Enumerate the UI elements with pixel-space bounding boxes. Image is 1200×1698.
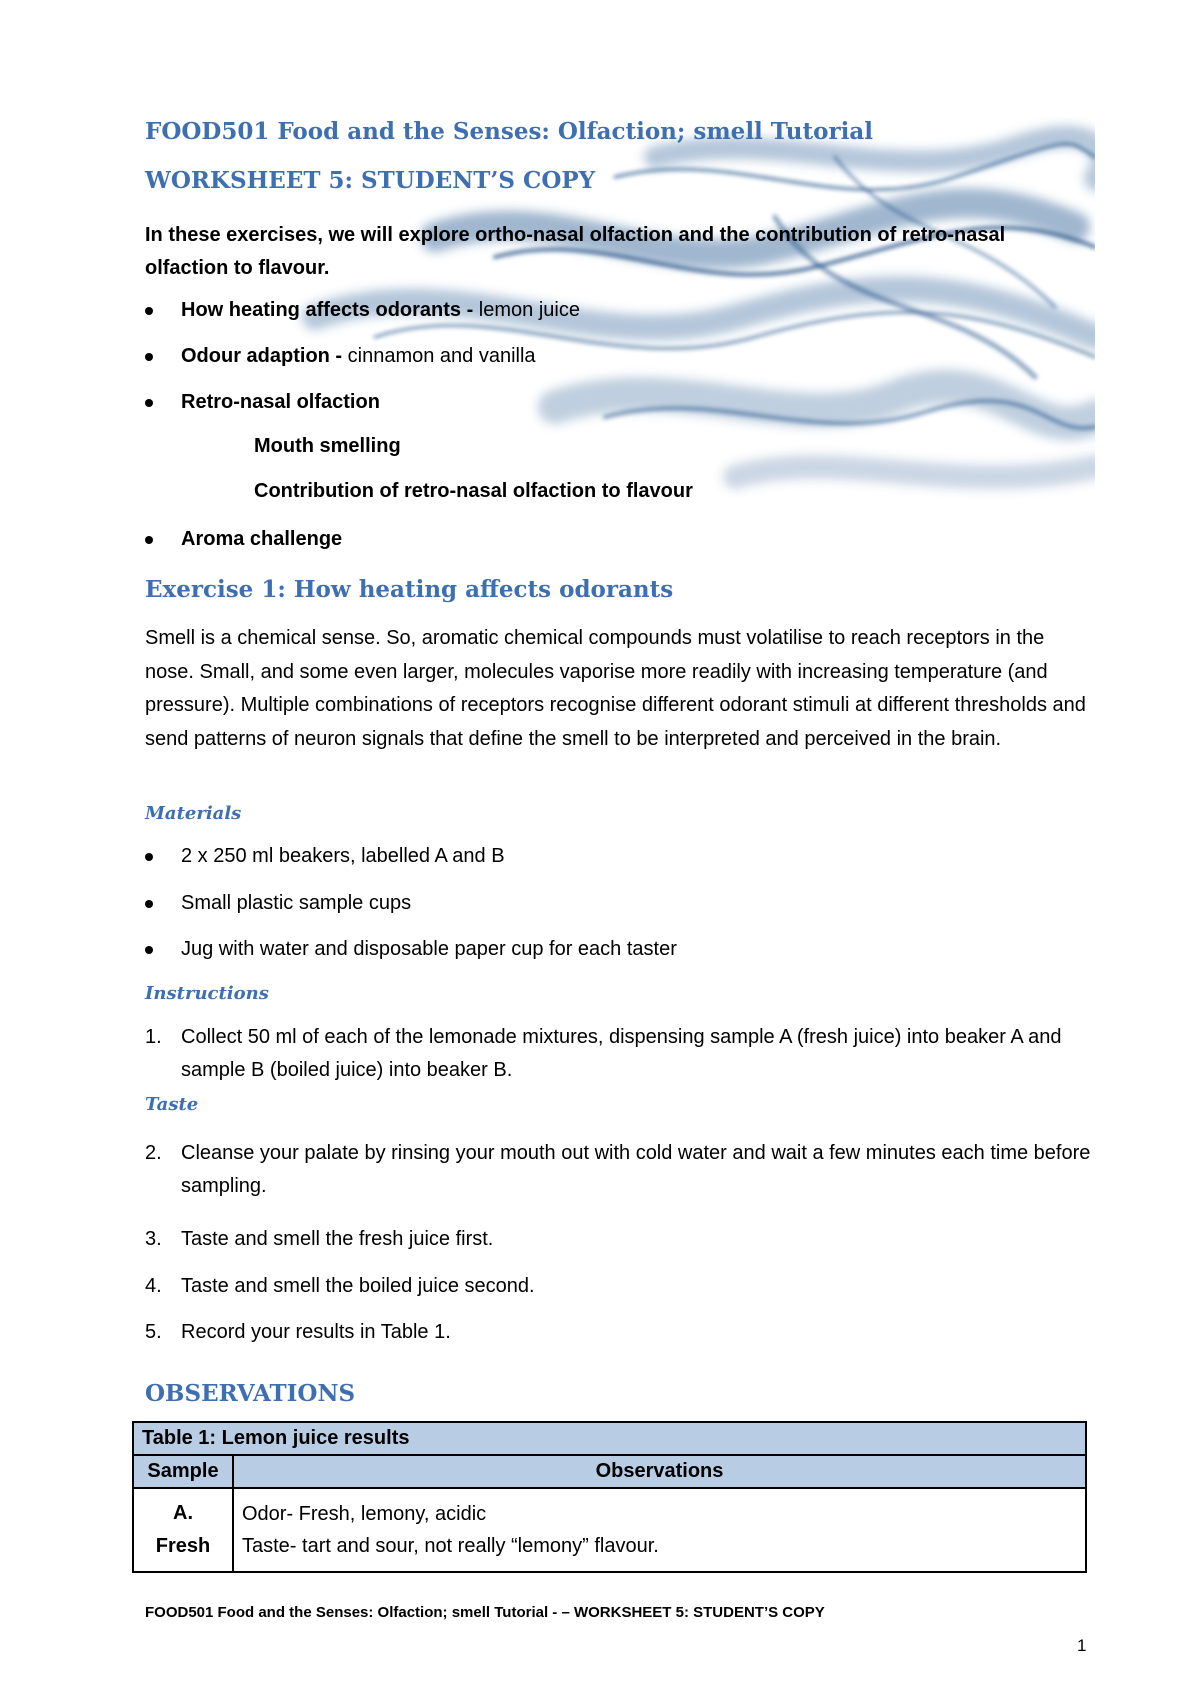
bullet-icon [145,353,153,361]
column-header-observations: Observations [233,1455,1086,1488]
bullet-text: cinnamon and vanilla [342,345,536,367]
sample-label: A. [173,1502,193,1524]
bullet-icon [145,946,153,954]
instructions-heading: Instructions [145,983,269,1004]
bullet-text: lemon juice [473,299,580,321]
bullet-icon [145,900,153,908]
taste-heading: Taste [145,1094,199,1115]
step-text: Record your results in Table 1. [181,1321,451,1343]
exercise-paragraph: Smell is a chemical sense. So, aromatic chemical compounds must volatilise to reach receptors in the nose. Small, and some even larger, molecules vaporise more readily with increasing temperature (and pressure). Multiple combinations of receptors recognise different odorant stimuli at different thresholds and send patterns of neuron signals that define the smell to be interpreted and perceived in the brain. [145,627,1086,750]
bullet-bold-text: Aroma challenge [181,528,343,550]
step-number: 5. [145,1321,162,1343]
step-text: Cleanse your palate by rinsing your mouth out with cold water and wait a few minutes each time before sampling. [181,1142,1091,1197]
materials-text: Jug with water and disposable paper cup for each taster [181,938,677,960]
table-header-row [133,1455,1086,1488]
intro-sub-item: Mouth smelling [254,435,401,457]
sample-cell [133,1488,233,1572]
step-text: Collect 50 ml of each of the lemonade mixtures, dispensing sample A (fresh juice) into beaker A and sample B (boiled juice) into beaker B. [181,1026,1062,1081]
results-table [132,1421,1087,1573]
page-number: 1 [1077,1636,1087,1655]
bullet-icon [145,536,153,544]
table-row [133,1488,1086,1572]
table-caption-row [133,1422,1086,1455]
bullet-icon [145,307,153,315]
taste-observation: Taste- tart and sour, not really “lemony” flavour. [242,1535,659,1557]
materials-text: Small plastic sample cups [181,892,412,914]
bullet-icon [145,853,153,861]
bullet-bold-text: Odour adaption - [181,345,343,367]
intro-text: In these exercises, we will explore ortho-nasal olfaction and the contribution of retro-nasal olfaction to flavour. [145,224,1006,279]
bullet-bold-text: How heating affects odorants - [181,299,474,321]
step-text: Taste and smell the fresh juice first. [181,1228,494,1250]
step-text: Taste and smell the boiled juice second. [181,1275,535,1297]
step-number: 1. [145,1026,162,1048]
bullet-bold-text: Retro-nasal olfaction [181,391,380,413]
step-number: 4. [145,1275,162,1297]
observations-cell [233,1488,1086,1572]
observations-heading: OBSERVATIONS [145,1380,356,1407]
document-subtitle: WORKSHEET 5: STUDENT’S COPY [145,167,596,194]
table-caption: Table 1: Lemon juice results [133,1422,1086,1455]
bullet-icon [145,399,153,407]
step-number: 3. [145,1228,162,1250]
document-title: FOOD501 Food and the Senses: Olfaction; smell Tutorial [145,118,873,145]
step-number: 2. [145,1142,162,1164]
column-header-sample: Sample [133,1455,233,1488]
materials-heading: Materials [145,803,242,824]
exercise-heading: Exercise 1: How heating affects odorants [145,576,674,603]
intro-sub-item: Contribution of retro-nasal olfaction to flavour [254,480,693,502]
odor-observation: Odor- Fresh, lemony, acidic [242,1503,487,1525]
materials-text: 2 x 250 ml beakers, labelled A and B [181,845,505,867]
page-footer: FOOD501 Food and the Senses: Olfaction; smell Tutorial - – WORKSHEET 5: STUDENT’S COPY [145,1604,825,1621]
sample-name: Fresh [155,1535,211,1557]
